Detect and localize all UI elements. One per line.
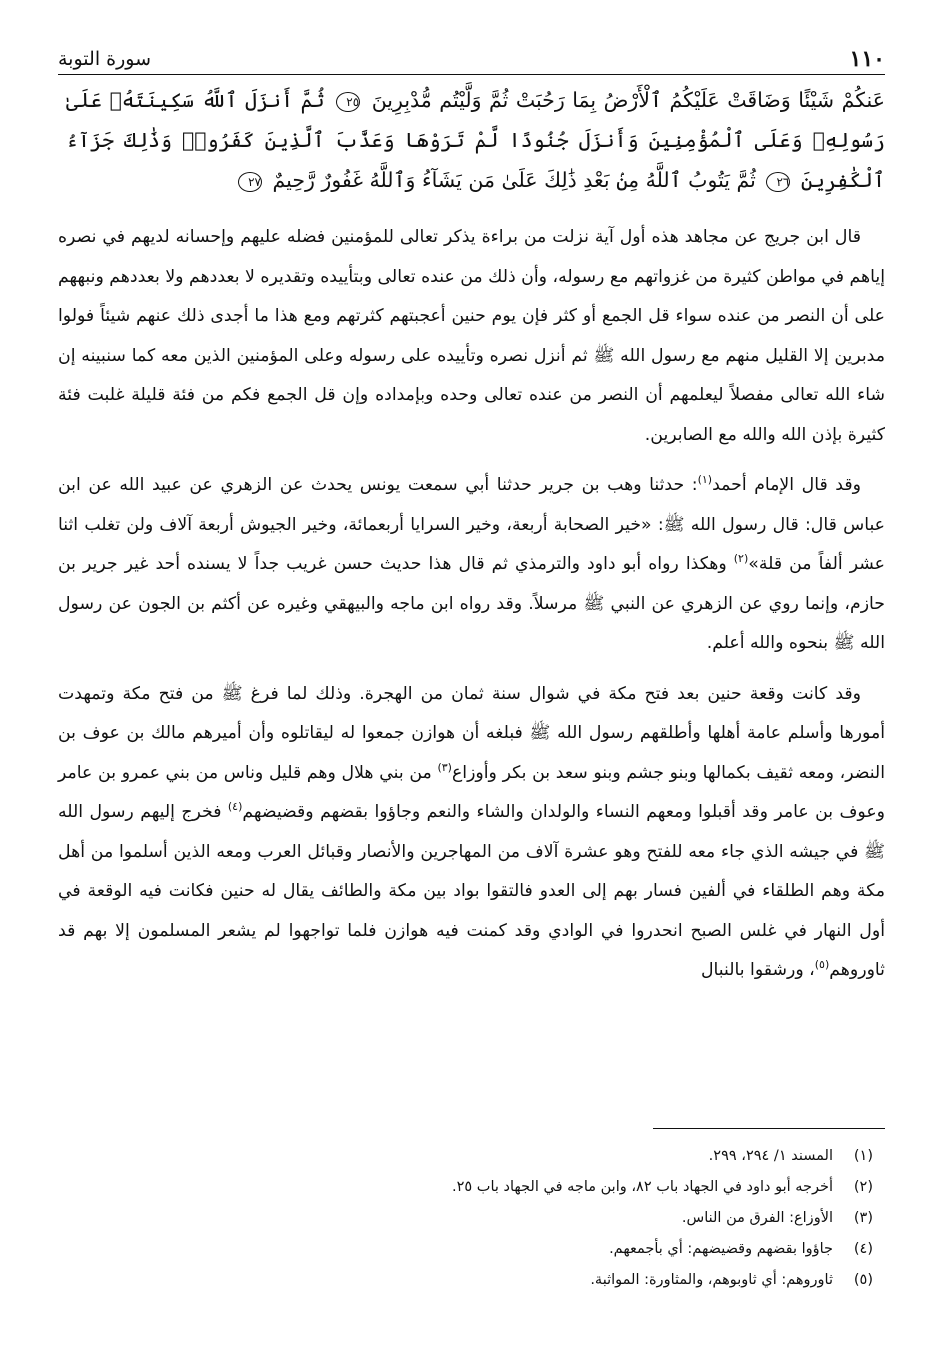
footnote-divider — [653, 1128, 885, 1129]
ayah-marker-26: ٢٦ — [766, 172, 790, 192]
ayah-marker-27: ٢٧ — [238, 172, 262, 192]
footnote-3 — [58, 1202, 873, 1233]
page-number: ١١٠ — [849, 46, 885, 72]
footnote-text: ثاوروهم: أي ثاوبوهم، والمثاورة: المواثبة. — [590, 1271, 833, 1288]
paragraph-2-part-c: وهكذا رواه أبو داود والترمذي ثم قال هذا حديث حسن غريب جداً لا يسنده أحد غير جرير بن حازم، وإنما روي عن الزهري عن النبي ﷺ مرسلاً. وقد رواه ابن ماجه والبيهقي وغيره عن أكثم بن الجون عن رسول الله ﷺ بنحوه والله أعلم. — [58, 554, 885, 653]
footnote-ref-4: (٤) — [227, 800, 243, 814]
footnote-ref-1: (١) — [697, 473, 713, 487]
ayah-marker-25: ٢٥ — [336, 92, 360, 112]
surah-name: سورة التوبة — [58, 48, 151, 70]
paragraph-1: قال ابن جريج عن مجاهد هذه أول آية نزلت من براءة يذكر تعالى للمؤمنين فضله عليهم وإحسانه لديهم في نصره إياهم في مواطن كثيرة من غزواتهم مع رسوله، وأن ذلك من عنده تعالى وبتأييده وتقديره لا بعددهم ولا بعددهم ونبههم على أن النصر من عنده سواء قل الجمع أو كثر فإن يوم حنين أعجبتهم كثرتهم ومع هذا ما أجدى ذلك عنهم شيئاً فولوا مدبرين إلا القليل منهم مع رسول الله ﷺ ثم أنزل نصره وتأييده على رسوله وعلى المؤمنين الذين معه كما سنبينه إن شاء الله تعالى مفصلاً ليعلمهم أن النصر من عنده تعالى وحده وبإمداده وإن قل الجمع فكم من فئة قليلة غلبت فئة كثيرة بإذن الله والله مع الصابرين. — [58, 227, 885, 445]
footnote-number: (٤) — [853, 1240, 873, 1257]
verse-text-26: ثُمَّ أَنزَلَ ٱللَّهُ سَكِينَتَهُۥ عَلَىٰ رَسُولِهِۦ وَعَلَى ٱلْمُؤْمِنِينَ وَأَنزَلَ جُنُودًا لَّمْ تَرَوْهَا وَعَذَّبَ ٱلَّذِينَ كَفَرُوا۟ وَذَٰلِكَ جَزَآءُ ٱلْكَٰفِرِينَ — [66, 88, 885, 192]
verse-text-25: عَنكُمْ شَيْئًا وَضَاقَتْ عَلَيْكُمُ ٱلْأَرْضُ بِمَا رَحُبَتْ ثُمَّ وَلَّيْتُم مُّدْبِرِينَ — [371, 88, 885, 112]
footnote-text: أخرجه أبو داود في الجهاد باب ٨٢، وابن ماجه في الجهاد باب ٢٥. — [452, 1178, 833, 1195]
footnote-text: المسند ١/ ٢٩٤، ٢٩٩. — [708, 1147, 833, 1164]
paragraph-2 — [58, 466, 885, 664]
paragraph-3-part-c: فخرج إليهم رسول الله ﷺ في جيشه الذي جاء معه للفتح وهو عشرة آلاف من المهاجرين والأنصار وقبائل العرب ومعه الذين أسلموا من أهل مكة وهم الطلقاء في ألفين فسار بهم إلى العدو فالتقوا بواد بين مكة والطائف يقال له حنين فكانت فيه الوقعة في أول النهار في غلس الصبح انحدروا في الوادي وقد كمنت فيه هوازن فلما تواجهوا لم يشعر المسلمون إلا بهم قد ثاوروهم — [58, 802, 885, 980]
paragraph-3-part-a: وقد كانت وقعة حنين بعد فتح مكة في شوال سنة ثمان من الهجرة. وذلك لما فرغ ﷺ من فتح مكة وتمهدت أمورها وأسلم عامة أهلها وأطلقهم رسول الله ﷺ فبلغه أن هوازن جمعوا له ليقاتلوه وأن أميرهم مالك بن عوف بن النضر، ومعه ثقيف بكمالها وبنو جشم وبنو سعد بن بكر وأوزاع — [58, 683, 885, 783]
footnote-ref-5: (٥) — [814, 958, 830, 972]
footnote-number: (١) — [853, 1147, 873, 1164]
footnote-4 — [58, 1233, 873, 1264]
footnote-number: (٣) — [853, 1209, 873, 1226]
footnote-5 — [58, 1264, 873, 1295]
verse-text-27: ثُمَّ يَتُوبُ ٱللَّهُ مِنۢ بَعْدِ ذَٰلِكَ عَلَىٰ مَن يَشَآءُ وَٱللَّهُ غَفُورٌ رَّحِيمٌ — [272, 168, 756, 192]
quran-verses — [66, 80, 885, 200]
footnote-2 — [58, 1171, 873, 1202]
footnote-ref-2: (٢) — [733, 552, 749, 566]
footnote-number: (٢) — [853, 1178, 873, 1195]
paragraph-2-part-a: وقد قال الإمام أحمد — [712, 475, 861, 495]
commentary-body — [58, 218, 885, 991]
footnote-text: جاؤوا بقضهم وقضيضهم: أي بأجمعهم. — [609, 1240, 833, 1257]
footnote-text: الأوزاع: الفرق من الناس. — [681, 1209, 833, 1226]
footnotes — [58, 1140, 873, 1295]
paragraph-3 — [58, 675, 885, 991]
footnote-number: (٥) — [853, 1271, 873, 1288]
page-header — [58, 36, 885, 75]
paragraph-2-part-b: : حدثنا وهب بن جرير حدثنا أبي سمعت يونس يحدث عن الزهري عن عبيد الله عن ابن عباس قال: قال رسول الله ﷺ: «خير الصحابة أربعة، وخير السرايا أربعمائة، وخير الجيوش أربعة آلاف ولن تغلب اثنا عشر ألفاً من قلة» — [58, 475, 885, 574]
footnote-1 — [58, 1140, 873, 1171]
paragraph-3-part-d: ، ورشقوا بالنبال — [700, 960, 815, 980]
paragraph-3-part-b: من بني هلال وهم قليل وناس من بني عمرو بن عامر وعوف بن عامر وقد أقبلوا ومعهم النساء والولدان والشاء والنعم وجاؤوا بقضهم وقضيضهم — [58, 762, 885, 822]
footnote-ref-3: (٣) — [437, 760, 452, 774]
